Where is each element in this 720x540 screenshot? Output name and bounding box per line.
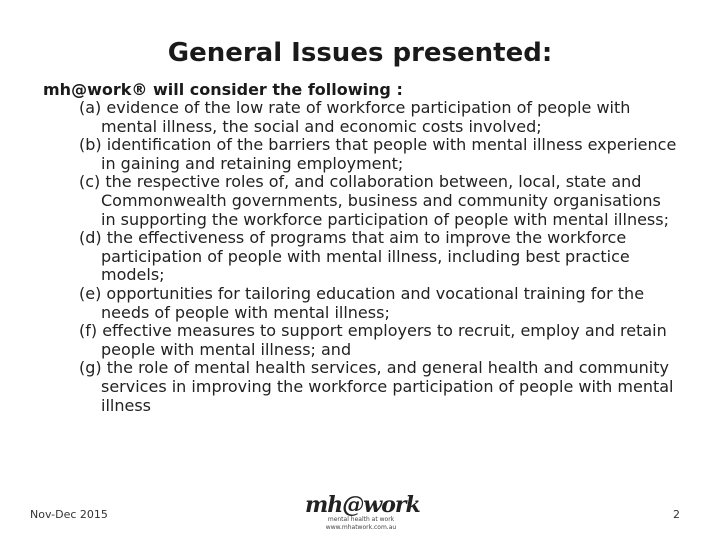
list-item-g: (g) the role of mental health services, and general health and community services in improving the workforce participation of people with mental illness xyxy=(79,358,674,415)
logo-mark: mh@work xyxy=(305,492,420,518)
list-item-e: (e) opportunities for tailoring education and vocational training for the needs of people with mental illness; xyxy=(79,283,645,322)
list-item-f: (f) effective measures to support employers to recruit, employ and retain people with mental illness; and xyxy=(79,321,667,359)
logo-tagline: mental health at work xyxy=(327,516,395,523)
issues-list xyxy=(79,99,679,415)
list-item-c: (c) the respective roles of, and collaboration between, local, state and Commonwealth governments, business and community organisations in supporting the workforce participation of people with mental illness; xyxy=(79,172,669,229)
logo-url: www.mhatwork.com.au xyxy=(325,524,397,531)
mh-at-work-logo xyxy=(305,492,420,538)
page-number: 2 xyxy=(673,508,680,521)
list-item-b: (b) identification of the barriers that people with mental illness experience in gaining and retaining employment; xyxy=(79,135,677,173)
list-item-a: (a) evidence of the low rate of workforce participation of people with mental illness, the social and economic costs involved; xyxy=(79,98,631,136)
list-item-d: (d) the effectiveness of programs that aim to improve the workforce participation of people with mental illness, including best practice models; xyxy=(79,228,630,285)
footer-date: Nov-Dec 2015 xyxy=(30,508,108,521)
slide-title: General Issues presented: xyxy=(167,38,553,68)
intro-text: mh@work® will consider the following : xyxy=(43,80,403,99)
